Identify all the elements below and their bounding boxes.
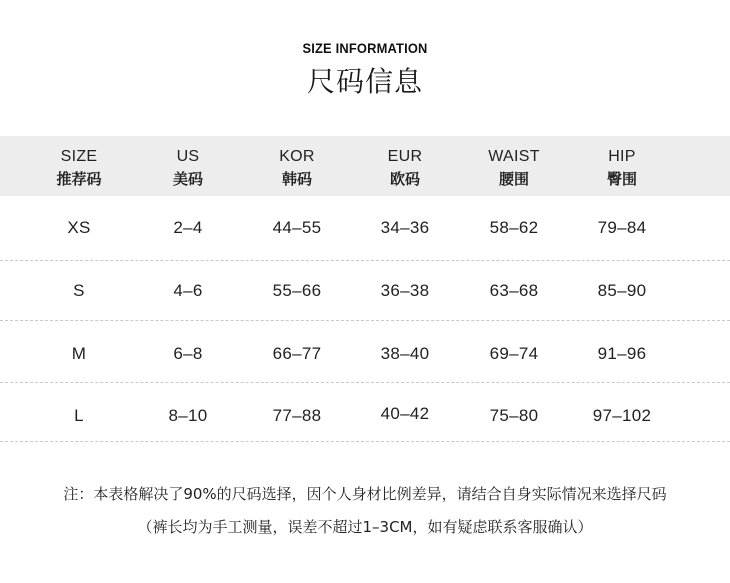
cell-kor: 44–55 (272, 218, 322, 237)
cell-size: M (71, 344, 87, 363)
cell-eur: 36–38 (380, 281, 430, 300)
cell-kor: 77–88 (272, 406, 322, 425)
title-cn: 尺码信息 (306, 65, 423, 98)
header-hip-cn: 臀围 (606, 171, 637, 188)
header-hip-en: HIP (608, 148, 636, 165)
header-waist-en: WAIST (488, 148, 540, 165)
header-kor-cn: 韩码 (281, 171, 312, 188)
row-divider (0, 382, 730, 383)
cell-hip: 97–102 (592, 406, 652, 425)
cell-kor: 66–77 (272, 344, 322, 363)
cell-hip: 79–84 (597, 218, 647, 237)
cell-waist: 75–80 (489, 406, 539, 425)
cell-waist: 58–62 (489, 218, 539, 237)
note-line-2: （裤长均为手工测量，误差不超过1–3CM，如有疑虑联系客服确认） (137, 518, 593, 536)
cell-eur: 38–40 (380, 344, 430, 363)
header-eur-en: EUR (387, 148, 423, 165)
cell-size: L (74, 406, 84, 425)
cell-size: XS (67, 218, 91, 237)
note-line-1: 注：本表格解决了90%的尺码选择，因个人身材比例差异，请结合自身实际情况来选择尺码 (63, 485, 667, 503)
row-divider (0, 260, 730, 261)
header-eur-cn: 欧码 (389, 171, 420, 188)
cell-waist: 69–74 (489, 344, 539, 363)
cell-kor: 55–66 (272, 281, 322, 300)
cell-waist: 63–68 (489, 281, 539, 300)
cell-eur: 34–36 (380, 218, 430, 237)
header-kor-en: KOR (279, 148, 315, 165)
cell-hip: 85–90 (597, 281, 647, 300)
header-size-cn: 推荐码 (56, 171, 102, 188)
cell-size: S (73, 281, 85, 300)
title-en: SIZE INFORMATION (302, 40, 428, 56)
row-divider (0, 441, 730, 442)
header-waist-cn: 腰围 (498, 171, 529, 188)
header-size-en: SIZE (60, 148, 98, 165)
cell-us: 6–8 (173, 344, 203, 363)
cell-us: 2–4 (173, 218, 203, 237)
cell-hip: 91–96 (597, 344, 647, 363)
header-us-en: US (176, 148, 200, 165)
cell-eur: 40–42 (380, 404, 430, 423)
row-divider (0, 320, 730, 321)
cell-us: 4–6 (173, 281, 203, 300)
header-us-cn: 美码 (172, 171, 203, 188)
cell-us: 8–10 (168, 406, 208, 425)
